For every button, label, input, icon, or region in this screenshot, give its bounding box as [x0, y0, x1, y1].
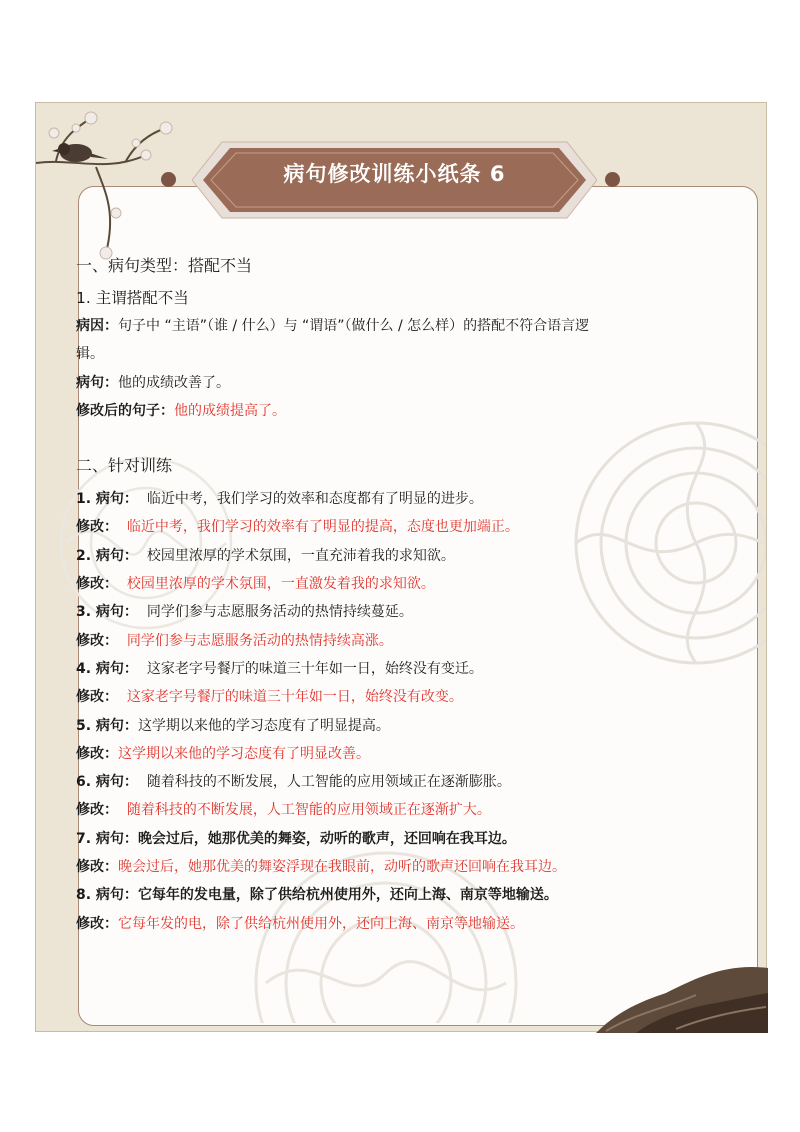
- wrong-text: 它每年的发电量，除了供给杭州使用外，还向上海、南京等地输送。: [137, 887, 558, 904]
- fix-text: 随着科技的不断发展，人工智能的应用领域正在逐渐扩大。: [126, 802, 491, 819]
- wrong-label: 2. 病句：: [76, 547, 138, 564]
- fixed-line: [76, 397, 736, 425]
- wrong-label: 8. 病句：: [76, 887, 138, 904]
- wrong-text: 这学期以来他的学习态度有了明显提高。: [137, 717, 390, 734]
- exercise-fix-line: [76, 740, 736, 768]
- wrong-text: 校园里浓厚的学术氛围，一直充沛着我的求知欲。: [146, 547, 455, 564]
- exercise-wrong-line: [76, 712, 736, 740]
- fixed-label: 修改后的句子：: [76, 402, 174, 419]
- exercise-wrong-line: [76, 598, 736, 626]
- rock-decoration: [576, 933, 768, 1033]
- page-title: 病句修改训练小纸条 6: [283, 162, 506, 186]
- plum-branch-bird-decoration: [36, 103, 186, 273]
- exercise-wrong-line: [76, 655, 736, 683]
- fix-text: 这学期以来他的学习态度有了明显改善。: [118, 745, 370, 762]
- exercise-8: [76, 881, 736, 938]
- fix-label: 修改：: [76, 802, 118, 819]
- example-line: [76, 369, 736, 397]
- cause-line: [76, 312, 736, 340]
- section2-heading: 二、针对训练: [76, 456, 173, 476]
- exercise-3: [76, 598, 736, 655]
- fix-label: 修改：: [76, 576, 118, 593]
- wrong-label: 1. 病句：: [76, 491, 138, 508]
- fix-label: 修改：: [76, 689, 118, 706]
- fix-label: 修改：: [76, 745, 118, 762]
- fixed-text: 他的成绩提高了。: [174, 402, 286, 419]
- wrong-text: 临近中考，我们学习的效率和态度都有了明显的进步。: [146, 491, 483, 508]
- fix-text: 临近中考，我们学习的效率有了明显的提高，态度也更加端正。: [126, 519, 519, 536]
- exercise-1: [76, 485, 736, 542]
- exercise-fix-line: [76, 910, 736, 938]
- exercise-2: [76, 542, 736, 599]
- exercise-fix-line: [76, 853, 736, 881]
- banner-right-dot: [605, 172, 620, 187]
- wrong-text: 晚会过后，她那优美的舞姿，动听的歌声，还回响在我耳边。: [137, 830, 516, 847]
- main-content: [76, 251, 736, 938]
- wrong-label: 7. 病句：: [76, 830, 138, 847]
- cause-label: 病因：: [76, 318, 118, 334]
- section1-subheading: 1. 主谓搭配不当: [76, 289, 189, 307]
- wrong-label: 6. 病句：: [76, 774, 138, 791]
- section-gap: [76, 425, 736, 451]
- section1-heading: 一、病句类型：搭配不当: [76, 256, 253, 275]
- exercise-wrong-line: [76, 485, 736, 513]
- wrong-label: 4. 病句：: [76, 660, 138, 677]
- exercise-wrong-line: [76, 881, 736, 909]
- wrong-label: 3. 病句：: [76, 604, 138, 621]
- exercise-5: [76, 712, 736, 769]
- cause-text: 句子中 “主语”（谁 / 什么）与 “谓语”（做什么 / 怎么样）的搭配不符合语言逻: [118, 318, 590, 334]
- example-text: 他的成绩改善了。: [118, 374, 230, 391]
- cause-line-2: 辑。: [76, 346, 104, 363]
- fix-text: 这家老字号餐厅的味道三十年如一日，始终没有改变。: [126, 689, 463, 706]
- fix-text: 它每年发的电，除了供给杭州使用外，还向上海、南京等地输送。: [118, 915, 524, 932]
- exercise-6: [76, 768, 736, 825]
- exercise-wrong-line: [76, 542, 736, 570]
- wrong-label: 5. 病句：: [76, 717, 138, 734]
- wrong-text: 同学们参与志愿服务活动的热情持续蔓延。: [146, 604, 413, 621]
- fix-text: 校园里浓厚的学术氛围，一直激发着我的求知欲。: [126, 576, 435, 593]
- fix-text: 同学们参与志愿服务活动的热情持续高涨。: [126, 632, 393, 649]
- fix-label: 修改：: [76, 859, 118, 876]
- fix-text: 晚会过后，她那优美的舞姿浮现在我眼前，动听的歌声还回响在我耳边。: [118, 859, 566, 876]
- exercise-wrong-line: [76, 825, 736, 853]
- exercise-4: [76, 655, 736, 712]
- wrong-text: 随着科技的不断发展，人工智能的应用领域正在逐渐膨胀。: [146, 774, 511, 791]
- exercise-fix-line: [76, 570, 736, 598]
- exercise-fix-line: [76, 683, 736, 711]
- exercise-fix-line: [76, 513, 736, 541]
- exercise-fix-line: [76, 627, 736, 655]
- fix-label: 修改：: [76, 915, 118, 932]
- exercise-7: [76, 825, 736, 882]
- exercise-wrong-line: [76, 768, 736, 796]
- wrong-text: 这家老字号餐厅的味道三十年如一日，始终没有变迁。: [146, 660, 483, 677]
- exercise-fix-line: [76, 796, 736, 824]
- fix-label: 修改：: [76, 519, 118, 536]
- fix-label: 修改：: [76, 632, 118, 649]
- banner-left-dot: [161, 172, 176, 187]
- example-label: 病句：: [76, 374, 118, 391]
